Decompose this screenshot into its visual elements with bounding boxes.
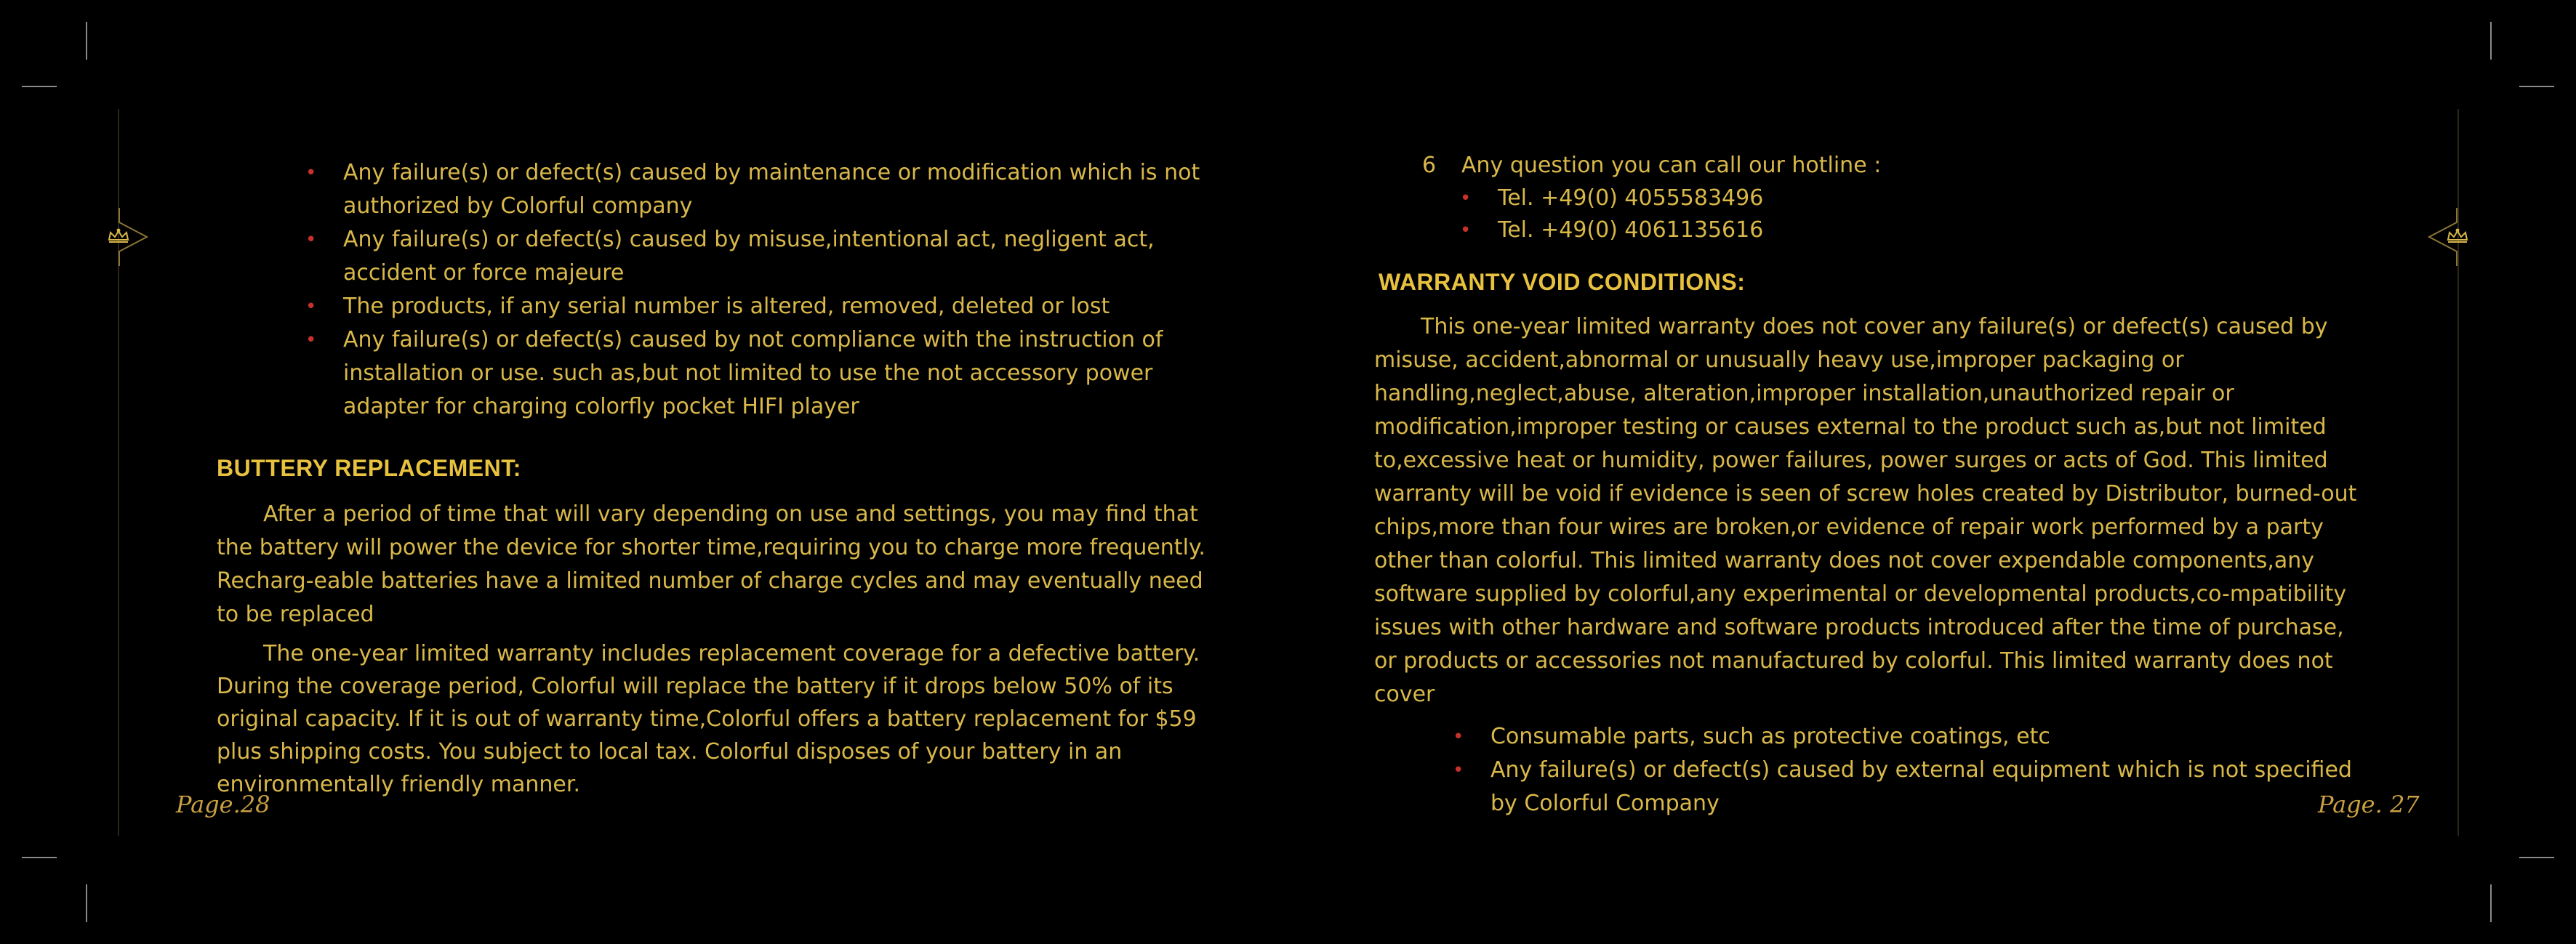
list-item-text: Consumable parts, such as protective coatings, etc [1490,724,2050,749]
bullet-glyph: • [305,162,317,184]
list-item [1453,720,2370,754]
hotline-text: Any question you can call our hotline : [1461,153,1882,178]
crop-mark [2490,22,2492,60]
item-number: 6 [1422,153,1437,178]
list-item-text: Any failure(s) or defect(s) caused by external equipment which is not specified by Colorful Company [1490,757,2352,816]
crown-ornament-icon [2423,208,2474,266]
list-item [1460,214,2370,246]
crop-mark [86,22,87,60]
crop-mark [22,86,57,87]
crop-mark [2519,857,2554,858]
bullet-glyph: • [305,296,317,318]
crop-mark [2490,884,2492,922]
bullet-glyph: • [305,229,317,251]
body-paragraph: This one-year limited warranty does not cover any failure(s) or defect(s) caused by misuse, accident,abnormal or unusually heavy use,improper packaging or handling,neglect,abuse, alteration,improper installation,unauthorized repair or modification,improper testing or causes external to the product such as,but not limited to,excessive heat or humidity, power failures, power surges or acts of God. This limited warranty will be void if evidence is seen of screw holes created by Distributor, burned-out chips,more than four wires are broken,or evidence of repair work performed by a party other than colorful. This limited warranty does not cover expendable components,any software supplied by colorful,any experimental or developmental products,co-mpatibility issues with other hardware and software products introduced after the time of purchase, or products or accessories not manufactured by colorful. This limited warranty does not cover [1374,314,2357,707]
list-item-text: Any failure(s) or defect(s) caused by misuse,intentional act, negligent act, accident or force majeure [343,227,1155,286]
crop-mark [86,884,87,922]
list-item [305,223,1205,290]
list-item-text: Any failure(s) or defect(s) caused by not compliance with the instruction of installation or use. such as,but not limited to use the not accessory power adapter for charging colorfly pocket HIFI player [343,327,1163,419]
warranty-exclusion-list [1453,720,2370,820]
section-heading: WARRANTY VOID CONDITIONS: [1379,269,1746,295]
body-paragraph: The one-year limited warranty includes replacement coverage for a defective battery. During the coverage period, Colorful will replace the battery if it drops below 50% of its original capacity. If it is out of warranty time,Colorful offers a battery replacement for $59 plus shipping costs. You subject to local tax. Colorful disposes of your battery in an environmentally friendly manner. [217,641,1200,797]
page-number: Page. 27 [2318,791,2420,818]
page-number: Page.28 [176,791,270,818]
phone-number: Tel. +49(0) 4061135616 [1498,217,1764,243]
list-item [1460,182,2370,214]
list-item-text: The products, if any serial number is altered, removed, deleted or lost [343,294,1110,319]
bullet-glyph: • [1460,219,1472,241]
warranty-exclusion-list [305,156,1205,424]
phone-list [1460,182,2370,246]
list-item [305,323,1205,424]
right-page [1374,149,2370,820]
list-item-text: Any failure(s) or defect(s) caused by maintenance or modification which is not authorized by Colorful company [343,160,1200,219]
crown-ornament-icon [102,208,153,266]
list-item [305,290,1205,323]
body-paragraph: After a period of time that will vary depending on use and settings, you may find that the battery will power the device for shorter time,requiring you to charge more frequently. Recharg-eable batteries have a limited number of charge cycles and may eventually need to be replaced [217,501,1205,627]
hotline-line [1374,149,2370,182]
bullet-glyph: • [1460,187,1472,209]
crop-mark [2519,86,2554,87]
section-heading: BUTTERY REPLACEMENT: [217,455,521,481]
bullet-glyph: • [1453,759,1464,781]
list-item [305,156,1205,223]
bullet-glyph: • [1453,726,1464,748]
bullet-glyph: • [305,329,317,351]
phone-number: Tel. +49(0) 4055583496 [1498,185,1764,211]
list-item [1453,754,2370,820]
crop-mark [22,857,57,858]
left-page [217,156,1205,801]
